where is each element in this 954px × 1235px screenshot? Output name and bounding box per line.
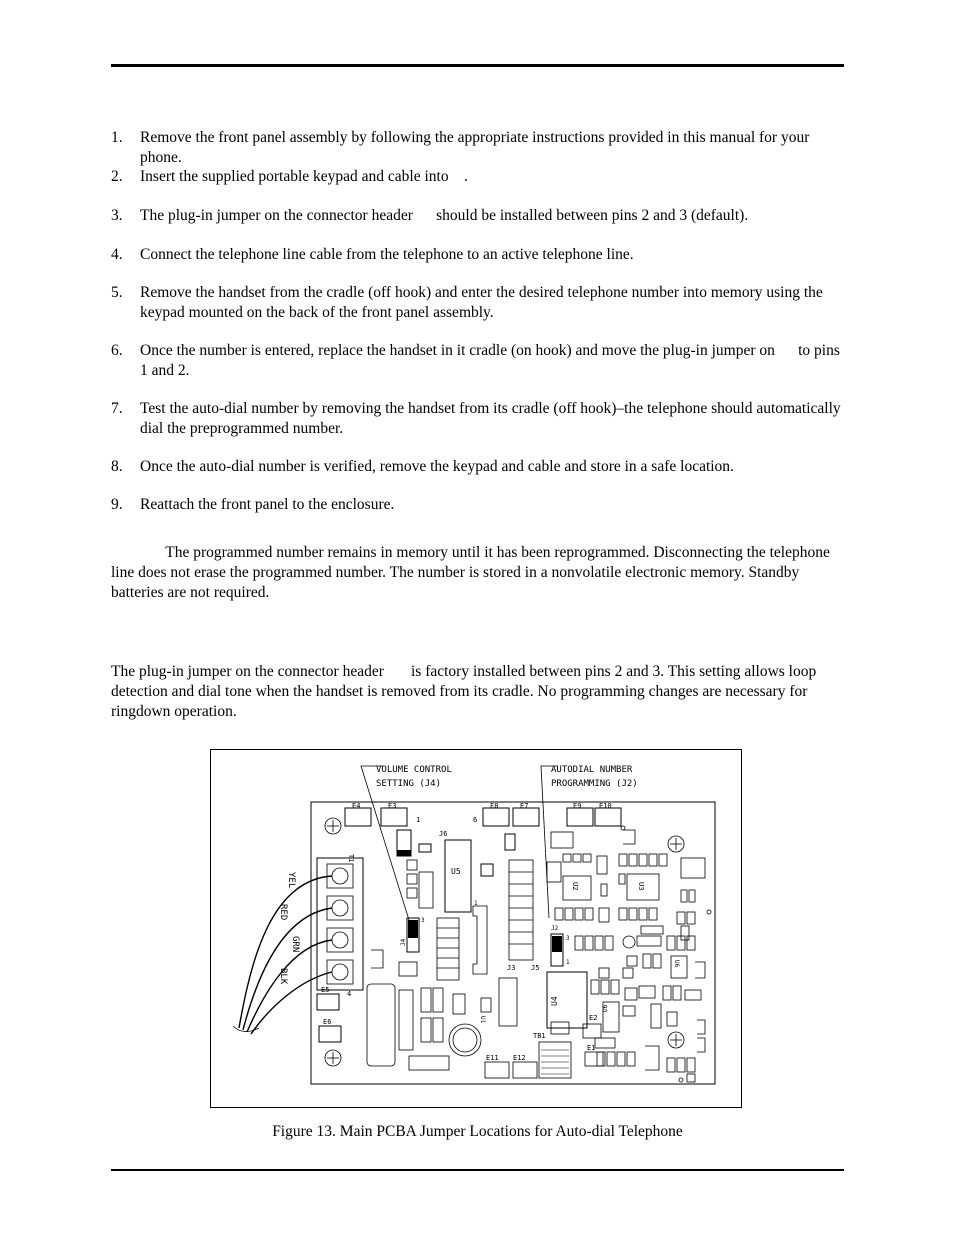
footer-rule <box>111 1169 844 1171</box>
e8-pad <box>483 808 509 826</box>
j2-label: J2 <box>551 925 559 932</box>
pin6-label: 6 <box>473 816 478 824</box>
u6-label: U6 <box>673 960 680 968</box>
step-2 <box>111 167 844 206</box>
lower-left-components <box>367 950 603 1078</box>
step-8 <box>111 457 844 495</box>
step-text: Insert the supplied portable keypad and cable into . <box>140 168 468 185</box>
j4-jumper <box>408 920 418 938</box>
e10-label: E10 <box>599 802 612 810</box>
e3-pad <box>381 808 407 826</box>
t1-label: T1 <box>347 854 355 863</box>
step-number: 9. <box>111 496 123 513</box>
step-number: 5. <box>111 284 123 301</box>
e12-label: E12 <box>513 1054 526 1062</box>
step-text: The plug-in jumper on the connector header should be installed between pins 2 and 3 (default). <box>140 207 749 224</box>
step-text: Remove the handset from the cradle (off hook) and enter the desired telephone number into memory using the keypad mounted on the back of the front panel assembly. <box>140 284 823 321</box>
dip-ic-1 <box>437 918 459 980</box>
u5-label: U5 <box>451 867 461 876</box>
e7-label: E7 <box>520 802 529 810</box>
pin1-label: 1 <box>416 816 421 824</box>
step-text: Once the auto-dial number is verified, remove the keypad and cable and store in a safe location. <box>140 458 734 475</box>
j2-pin1-label: 1 <box>566 959 570 966</box>
e5-pad <box>317 994 339 1010</box>
step-number: 2. <box>111 168 123 185</box>
memory-note: The programmed number remains in memory until it has been reprogrammed. Disconnecting the telephone line does not erase the programmed number. The number is stored in a nonvolatile electronic memory. Standby batteries are not required. <box>111 544 830 601</box>
step-6 <box>111 341 844 399</box>
terminal-screws <box>327 864 353 984</box>
wire-label-blk: BLK <box>278 968 288 985</box>
pcba-diagram <box>211 750 741 1107</box>
header-rule <box>111 64 844 67</box>
mounting-holes <box>325 818 711 1066</box>
pcba-figure <box>210 749 742 1108</box>
pcb-hatch <box>541 1050 569 1074</box>
wire-label-yel: YEL <box>286 872 296 889</box>
j5-label: J5 <box>531 964 540 972</box>
e11-label: E11 <box>486 1054 499 1062</box>
step-7 <box>111 399 844 457</box>
step-3 <box>111 206 844 245</box>
j3-pin1-label: 1 <box>474 900 478 907</box>
e6-label: E6 <box>323 1018 332 1026</box>
callout-autodial-line1: AUTODIAL NUMBER <box>551 765 633 775</box>
step-text: Test the auto-dial number by removing the handset from its cradle (off hook)–the telephone should automatically dial the preprogrammed number. <box>140 400 841 437</box>
wire-label-red: RED <box>278 904 288 921</box>
e1-label: E1 <box>587 1044 596 1052</box>
connector-j3 <box>473 906 487 974</box>
step-number: 3. <box>111 207 123 224</box>
tb-pin4-label: 4 <box>347 990 352 998</box>
j3-label: J3 <box>507 964 516 972</box>
ringdown-paragraph: The plug-in jumper on the connector header is factory installed between pins 2 and 3. This setting allows loop detection and dial tone when the handset is removed from its cradle. No programming changes are necessary for ringdown operation. <box>111 663 817 720</box>
step-5 <box>111 283 844 341</box>
u4-label: U4 <box>550 996 559 1006</box>
step-text: Once the number is entered, replace the handset in it cradle (on hook) and move the plug-in jumper on to pins 1 and 2. <box>140 342 840 379</box>
terminal-block <box>317 858 363 990</box>
e5-label: E5 <box>321 986 330 994</box>
e8-label: E8 <box>490 802 499 810</box>
wire-label-grn: GRN <box>290 936 300 953</box>
e4-pad <box>345 808 371 826</box>
step-number: 4. <box>111 246 123 263</box>
u3-label: U3 <box>637 882 645 891</box>
e9-pad <box>567 808 593 826</box>
step-number: 6. <box>111 342 123 359</box>
u1-label: U1 <box>479 1016 486 1024</box>
callout-volume-line2: SETTING (J4) <box>376 779 442 789</box>
e6-pad <box>319 1026 341 1042</box>
step-number: 1. <box>111 129 123 146</box>
e9-label: E9 <box>573 802 582 810</box>
small-part-3 <box>505 834 515 850</box>
j4-label: J4 <box>400 938 407 946</box>
step-9 <box>111 495 844 515</box>
j2-pin3-label: 3 <box>566 935 570 942</box>
u5-chip <box>445 840 471 912</box>
tb1-label: TB1 <box>533 1032 546 1040</box>
step-text: Connect the telephone line cable from the telephone to an active telephone line. <box>140 246 634 263</box>
j6-label: J6 <box>439 830 448 838</box>
j4-pin3-label: 3 <box>421 917 425 924</box>
callout-autodial-line2: PROGRAMMING (J2) <box>551 779 638 789</box>
step-4 <box>111 245 844 283</box>
upper-right-components <box>547 830 705 940</box>
resistor-column <box>407 860 433 908</box>
step-number: 7. <box>111 400 123 417</box>
step-1 <box>111 128 844 167</box>
step-text: Remove the front panel assembly by following the appropriate instructions provided in this manual for your phone. <box>140 129 810 166</box>
e7-pad <box>513 808 539 826</box>
small-part-2 <box>481 864 493 876</box>
mid-right-components <box>575 936 705 978</box>
figure-caption: Figure 13. Main PCBA Jumper Locations for Auto-dial Telephone <box>272 1123 683 1140</box>
pcb-outline <box>311 802 715 1084</box>
procedure-steps <box>111 128 844 515</box>
dip-ic-2 <box>509 860 533 960</box>
step-text: Reattach the front panel to the enclosure. <box>140 496 395 513</box>
e10-pad <box>595 808 621 826</box>
cap-c1-band <box>397 850 411 856</box>
j2-jumper <box>552 936 562 952</box>
lower-right-components <box>591 980 705 1082</box>
step-number: 8. <box>111 458 123 475</box>
u6-lower-label: U6 <box>602 1004 609 1012</box>
e3-label: E3 <box>388 802 397 810</box>
e4-label: E4 <box>352 802 361 810</box>
small-part-1 <box>419 844 431 852</box>
e2-label: E2 <box>589 1014 598 1022</box>
u2-label: U2 <box>571 882 579 891</box>
callout-volume-line1: VOLUME CONTROL <box>376 765 452 775</box>
callout-volume-leader <box>361 766 409 920</box>
